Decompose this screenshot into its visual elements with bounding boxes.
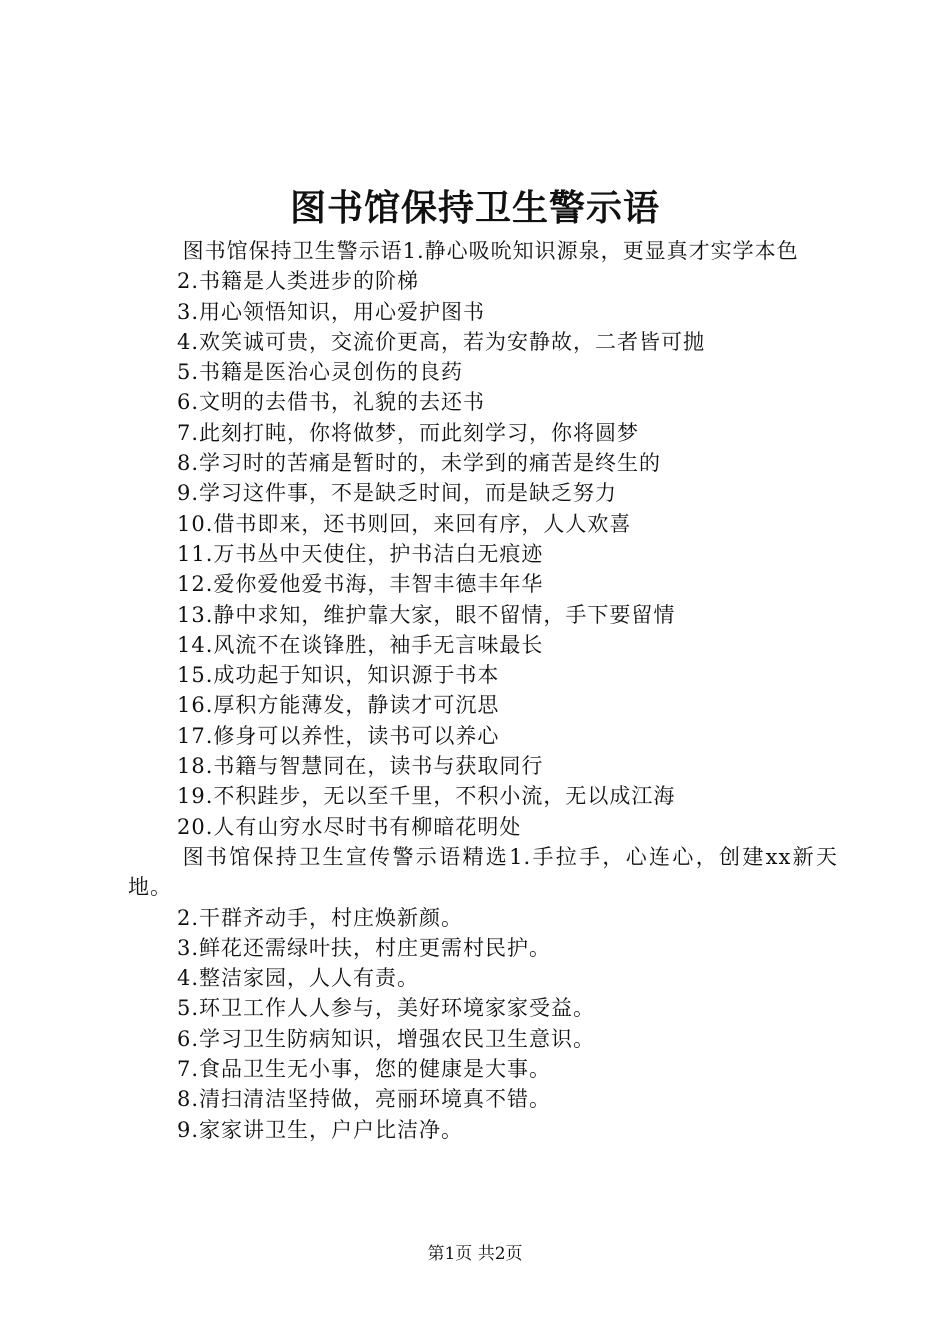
list-item: 12.爱你爱他爱书海，丰智丰德丰年华: [177, 572, 544, 597]
list-item: 18.书籍与智慧同在，读书与获取同行: [177, 754, 544, 779]
section1-list: [128, 266, 838, 842]
list-item: 5.环卫工作人人参与，美好环境家家受益。: [177, 996, 596, 1021]
list-item: 2.干群齐动手，村庄焕新颜。: [177, 905, 464, 930]
list-item: 11.万书丛中天使住，护书洁白无痕迹: [177, 541, 544, 566]
list-item: 4.整洁家园，人人有责。: [177, 966, 420, 991]
section1-intro: 图书馆保持卫生警示语1.静心吸吮知识源泉，更显真才实学本色: [182, 239, 799, 263]
list-item: 9.家家讲卫生，户户比洁净。: [177, 1117, 464, 1142]
list-item: 13.静中求知，维护靠大家，眼不留情，手下要留情: [177, 602, 676, 627]
page-footer: 第1页 共2页: [427, 1244, 523, 1264]
section2-intro: 图书馆保持卫生宣传警示语精选1.手拉手，心连心，创建xx新天地。: [128, 844, 838, 900]
list-item: 2.书籍是人类进步的阶梯: [177, 269, 420, 294]
list-item: 6.文明的去借书，礼貌的去还书: [177, 390, 486, 415]
section2-list: [128, 903, 838, 1145]
list-item: 10.借书即来，还书则回，来回有序，人人欢喜: [177, 511, 632, 536]
list-item: 4.欢笑诚可贵，交流价更高，若为安静故，二者皆可抛: [177, 329, 706, 354]
document-title: 图书馆保持卫生警示语: [289, 187, 660, 229]
list-item: 19.不积跬步，无以至千里，不积小流，无以成江海: [177, 784, 676, 809]
list-item: 8.清扫清洁坚持做，亮丽环境真不错。: [177, 1087, 552, 1112]
list-item: 7.食品卫生无小事，您的健康是大事。: [177, 1057, 552, 1082]
list-item: 8.学习时的苦痛是暂时的，未学到的痛苦是终生的: [177, 451, 662, 476]
list-item: 15.成功起于知识，知识源于书本: [177, 663, 500, 688]
list-item: 7.此刻打盹，你将做梦，而此刻学习，你将圆梦: [177, 420, 640, 445]
document-body: [128, 236, 838, 1145]
list-item: 5.书籍是医治心灵创伤的良药: [177, 360, 464, 385]
list-item: 20.人有山穷水尽时书有柳暗花明处: [177, 814, 522, 839]
list-item: 16.厚积方能薄发，静读才可沉思: [177, 693, 500, 718]
list-item: 6.学习卫生防病知识，增强农民卫生意识。: [177, 1026, 596, 1051]
list-item: 9.学习这件事，不是缺乏时间，而是缺乏努力: [177, 481, 618, 506]
list-item: 3.鲜花还需绿叶扶，村庄更需村民护。: [177, 935, 552, 960]
list-item: 14.风流不在谈锋胜，袖手无言味最长: [177, 632, 544, 657]
list-item: 3.用心领悟知识，用心爱护图书: [177, 299, 486, 324]
list-item: 17.修身可以养性，读书可以养心: [177, 723, 500, 748]
